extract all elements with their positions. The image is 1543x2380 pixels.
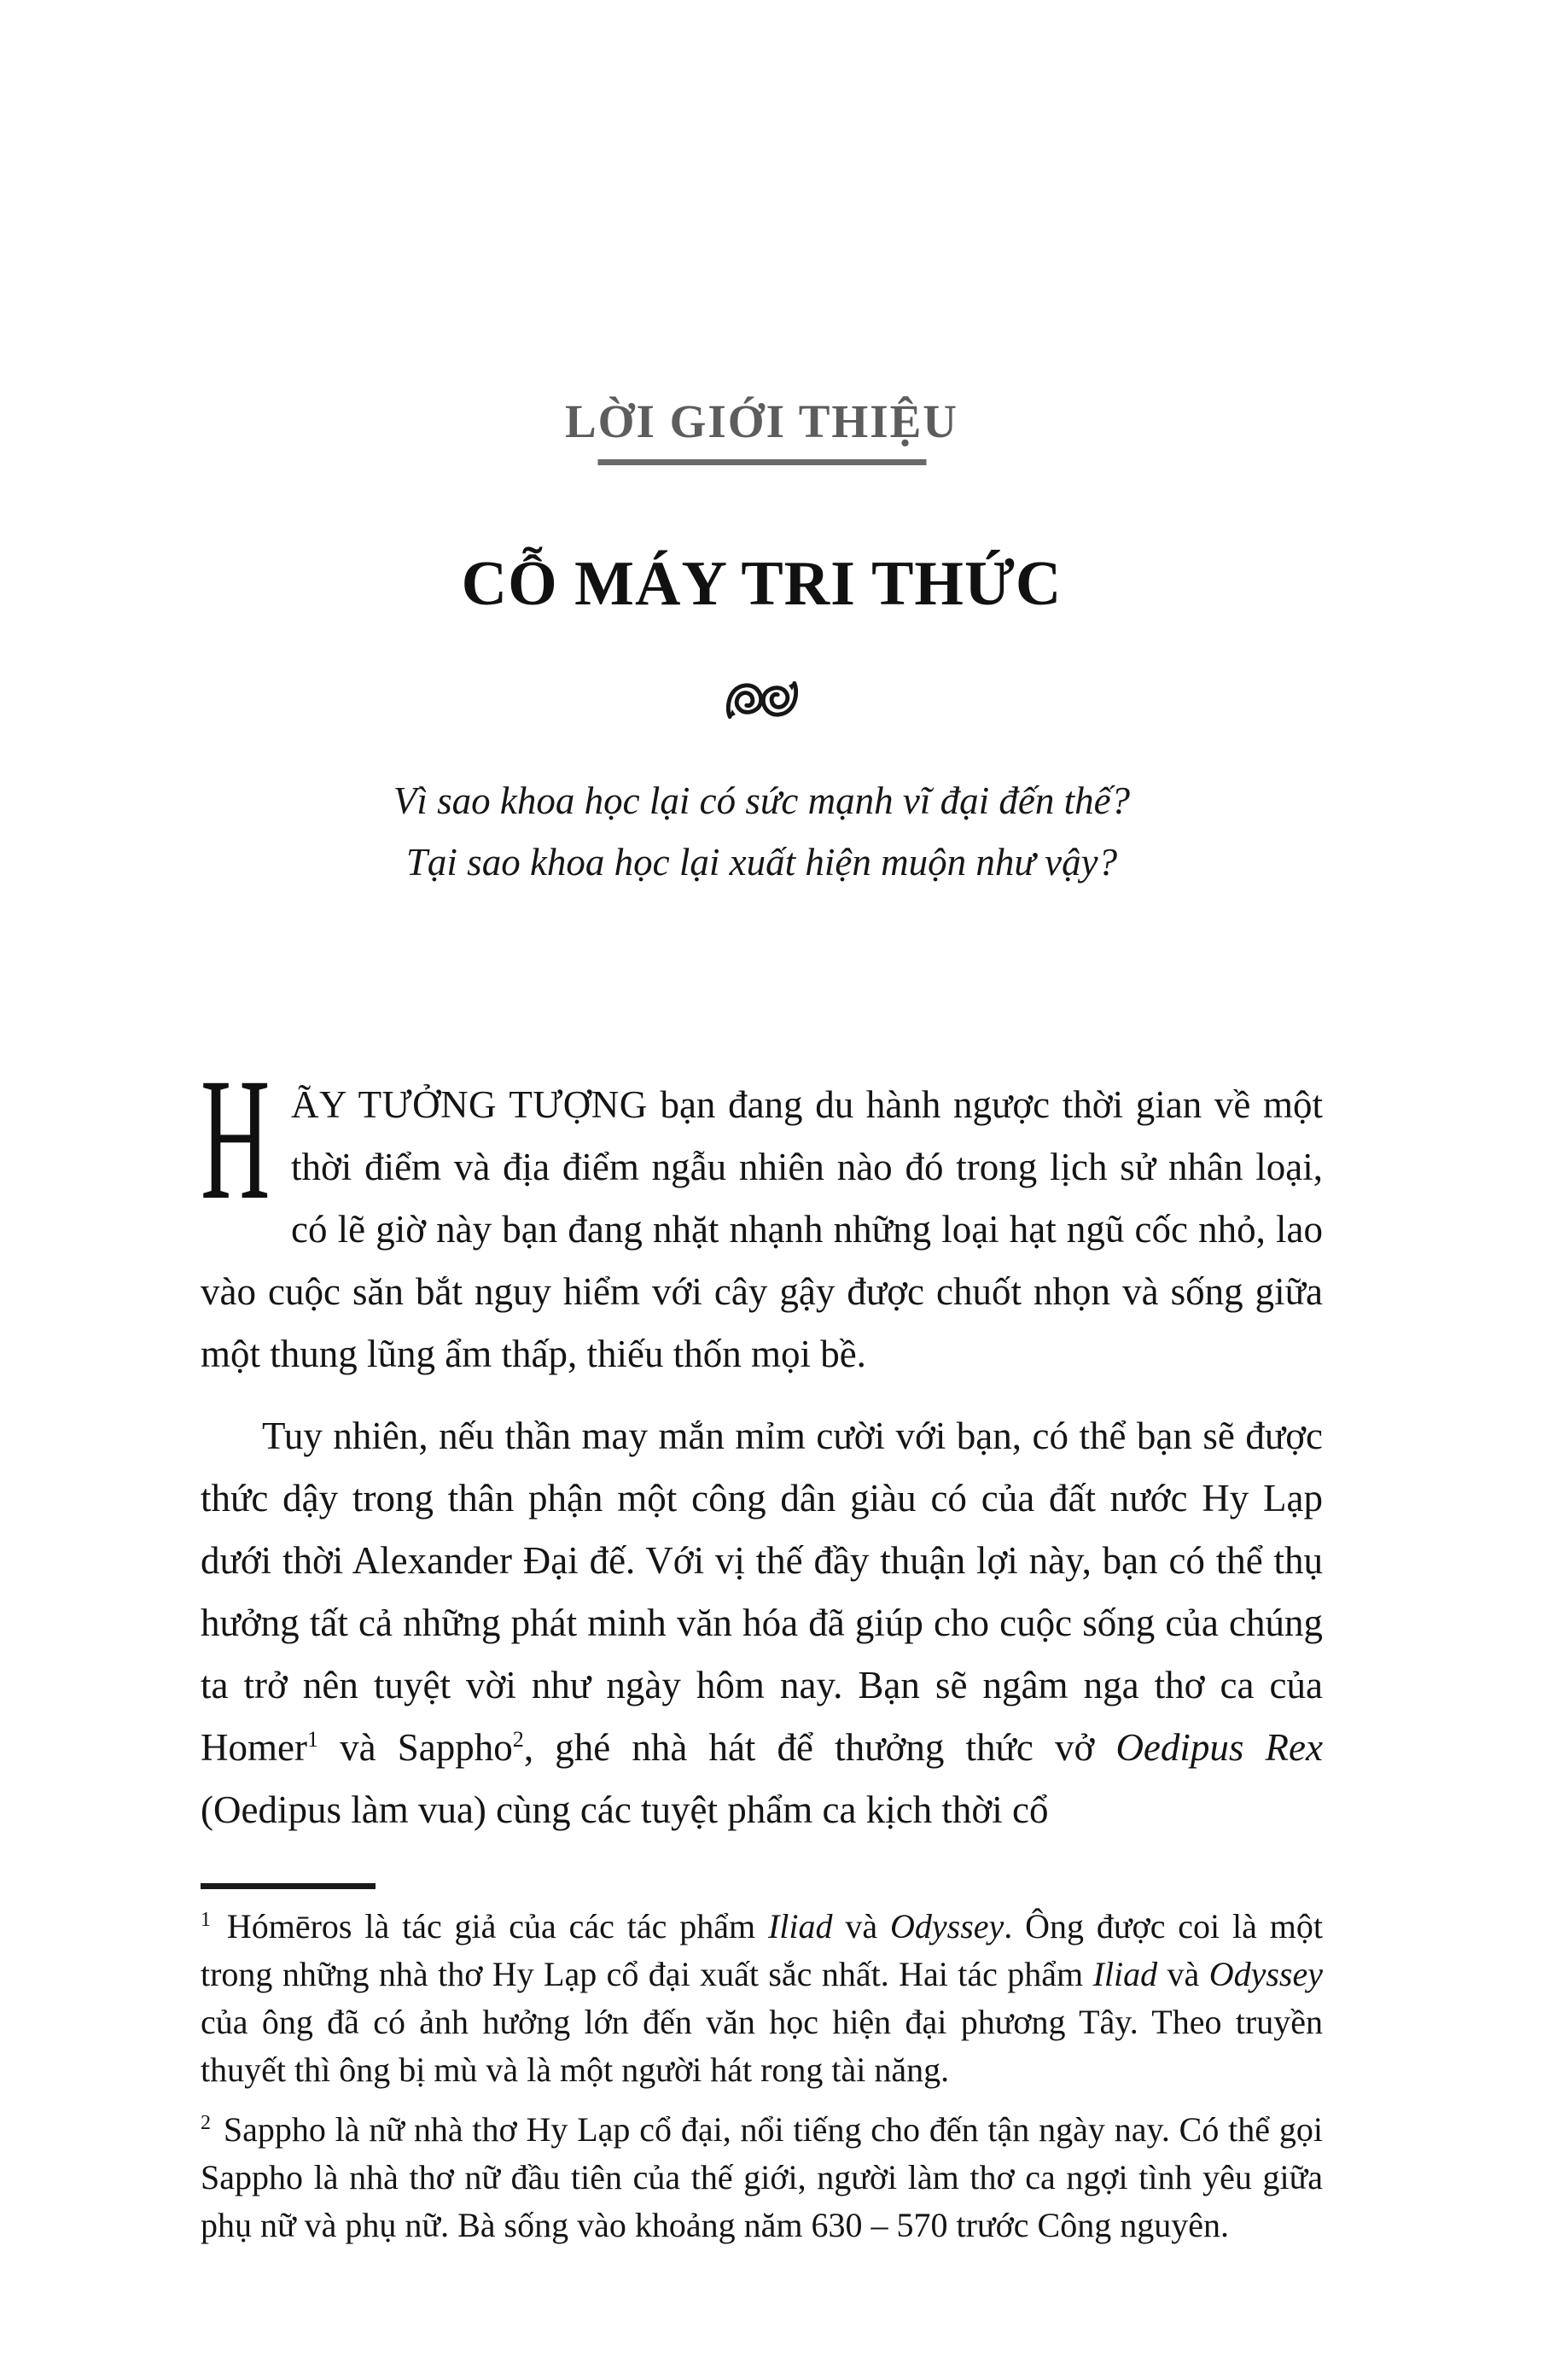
work-title-italic: Iliad bbox=[1092, 1955, 1158, 1993]
drop-cap: H bbox=[201, 1042, 271, 1236]
body-text bbox=[201, 1042, 1323, 1841]
epigraph-line-2: Tại sao khoa học lại xuất hiện muộn như vậy? bbox=[405, 841, 1118, 884]
paragraph-2-text: (Oedipus làm vua) cùng các tuyệt phẩm ca kịch thời cổ bbox=[201, 1788, 1049, 1831]
footnote-1-text: . Ông được coi là một trong những nhà thơ Hy Lạp cổ đại xuất sắc nhất. Hai tác phẩm bbox=[201, 1907, 1323, 1993]
work-title-italic: Iliad bbox=[767, 1907, 833, 1945]
footnote-1-text: Hómēros là tác giả của các tác phẩm bbox=[214, 1907, 768, 1945]
footnotes-section bbox=[201, 1883, 1323, 2261]
paragraph-2-text: , ghé nhà hát để thưởng thức vở bbox=[523, 1726, 1116, 1769]
work-title-italic: Odyssey bbox=[1208, 1955, 1323, 1993]
paragraph-1 bbox=[201, 1042, 1323, 1385]
footnote-1-text: và bbox=[1157, 1955, 1209, 1993]
lead-capitals: ÃY TƯỞNG TƯỢNG bbox=[291, 1083, 648, 1126]
paragraph-2-text: và Sappho bbox=[318, 1726, 513, 1769]
paragraph-2 bbox=[201, 1405, 1323, 1841]
footnote-2-marker: 2 bbox=[201, 2111, 211, 2134]
footnote-reference-1: 1 bbox=[306, 1727, 319, 1752]
footnote-1 bbox=[201, 1903, 1323, 2094]
section-label: LỜI GIỚI THIỆU bbox=[564, 395, 959, 447]
paragraph-1-text: bạn đang du hành ngược thời gian về một thời điểm và địa điểm ngẫu nhiên nào đó trong lịch sử nhân loại, có lẽ giờ này bạn đang nhặt nhạnh những loại hạt ngũ cốc nhỏ, lao vào cuộc săn bắt nguy hiểm với cây gậy được chuốt nhọn và sống giữa một thung lũng ẩm thấp, thiếu thốn mọi bề. bbox=[201, 1083, 1323, 1375]
text-column bbox=[201, 0, 1323, 2380]
chapter-title: CỖ MÁY TRI THỨC bbox=[461, 549, 1063, 619]
footnote-2-text: Sappho là nữ nhà thơ Hy Lạp cổ đại, nổi tiếng cho đến tận ngày nay. Có thể gọi Sappho là nhà thơ nữ đầu tiên của thế giới, người làm thơ ca ngợi tình yêu giữa phụ nữ và phụ nữ. Bà sống vào khoảng năm 630 – 570 trước Công nguyên. bbox=[201, 2110, 1323, 2244]
footnote-1-text: của ông đã có ảnh hưởng lớn đến văn học hiện đại phương Tây. Theo truyền thuyết thì ông bị mù và là một người hát rong tài năng. bbox=[201, 2003, 1323, 2089]
epigraph bbox=[201, 770, 1323, 893]
footnote-1-text: và bbox=[832, 1907, 890, 1945]
work-title-italic: Odyssey bbox=[889, 1907, 1004, 1945]
footnote-separator-rule bbox=[201, 1883, 376, 1889]
work-title-italic: Oedipus Rex bbox=[1115, 1726, 1323, 1769]
section-underline-rule bbox=[597, 459, 926, 465]
epigraph-line-1: Vì sao khoa học lại có sức mạnh vĩ đại đến thế? bbox=[393, 779, 1131, 822]
double-spiral-ornament-icon bbox=[201, 680, 1323, 720]
footnote-1-marker: 1 bbox=[201, 1908, 211, 1931]
footnote-reference-2: 2 bbox=[512, 1727, 524, 1752]
paragraph-2-text: Tuy nhiên, nếu thần may mắn mỉm cười với bạn, có thể bạn sẽ được thức dậy trong thân phận một công dân giàu có của đất nước Hy Lạp dưới thời Alexander Đại đế. Với vị thế đầy thuận lợi này, bạn có thể thụ hưởng tất cả những phát minh văn hóa đã giúp cho cuộc sống của chúng ta trở nên tuyệt vời như ngày hôm nay. Bạn sẽ ngâm nga thơ ca của Homer bbox=[201, 1415, 1323, 1769]
footnote-2 bbox=[201, 2106, 1323, 2249]
